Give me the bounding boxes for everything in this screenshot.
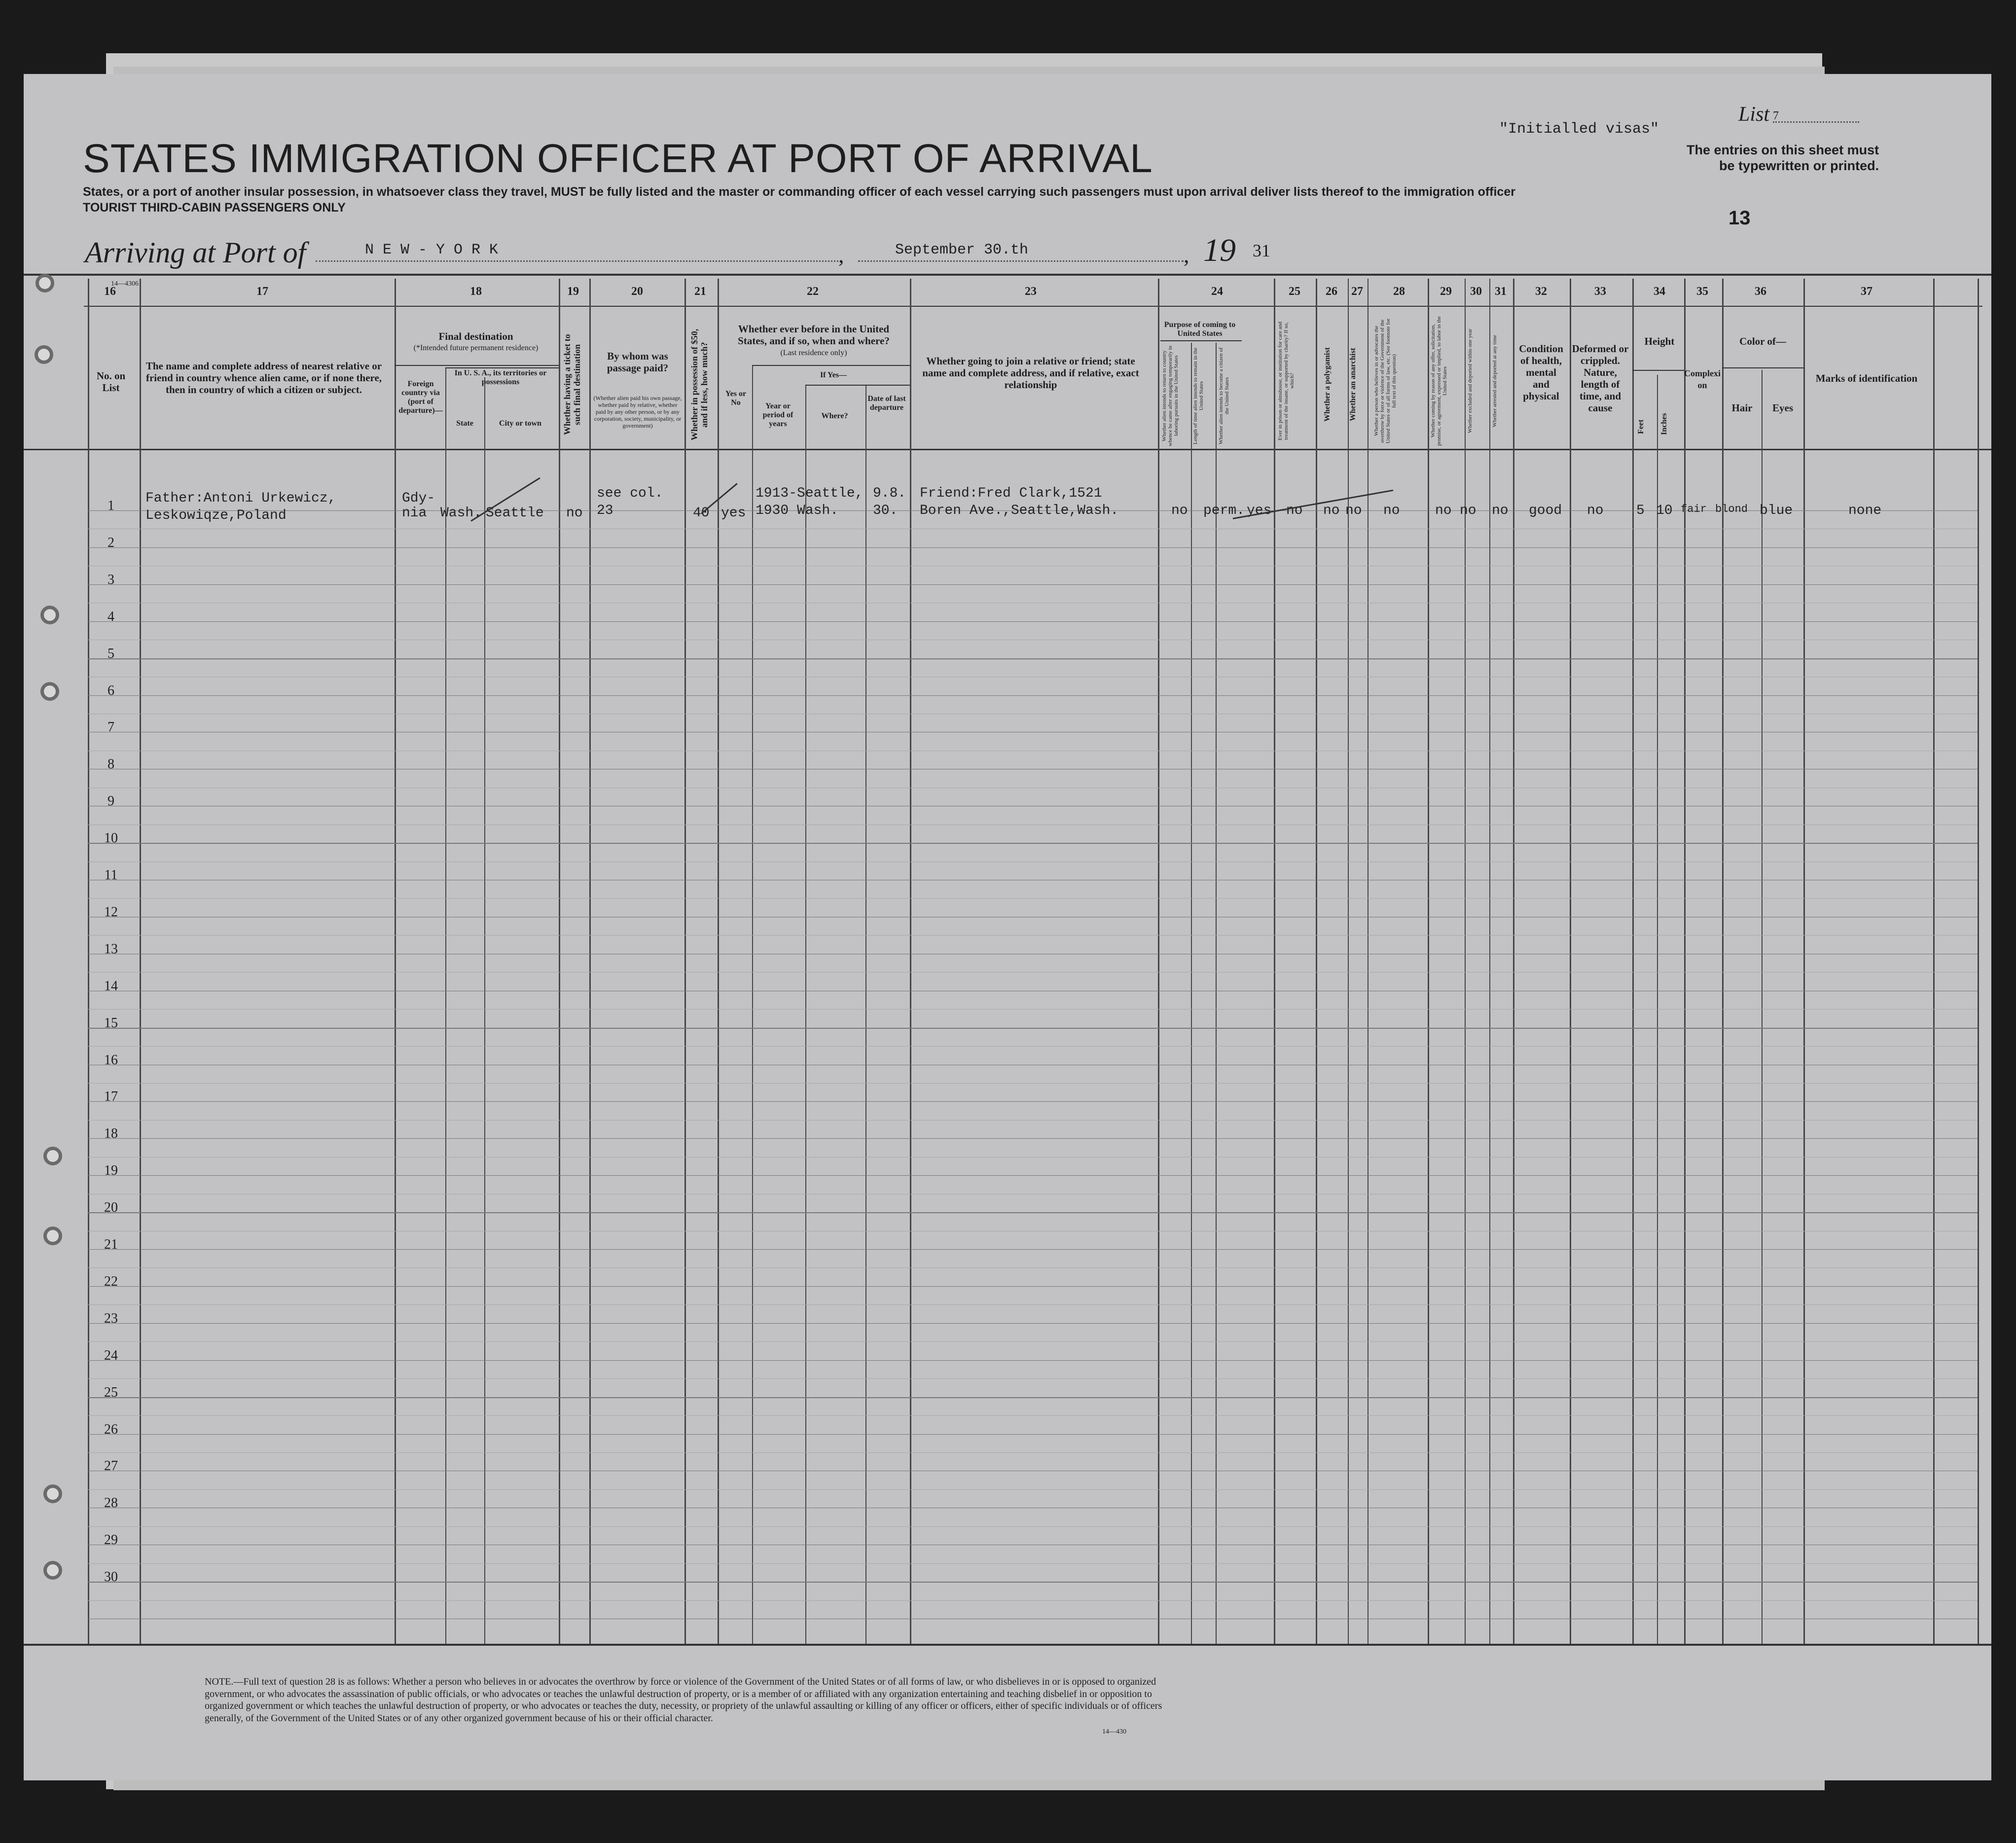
header-anarchist: Whether an anarchist bbox=[1349, 348, 1357, 422]
entry-ever-before: yes bbox=[721, 506, 746, 521]
header-deformed: Deformed or crippled. Nature, length of time, and cause bbox=[1572, 343, 1629, 414]
header-state: State bbox=[456, 419, 473, 428]
row-number: 22 bbox=[104, 1274, 118, 1289]
row-number: 3 bbox=[108, 572, 114, 587]
row-number: 29 bbox=[104, 1532, 118, 1548]
colnum-20: 20 bbox=[631, 285, 643, 298]
row-number: 4 bbox=[108, 609, 114, 624]
row-rule bbox=[88, 621, 1978, 622]
row-rule bbox=[88, 1397, 1978, 1398]
colnum-24: 24 bbox=[1211, 285, 1223, 298]
row-rule bbox=[88, 695, 1978, 696]
entry-join-line1: Friend:Fred Clark,1521 bbox=[920, 486, 1102, 501]
colnum-30: 30 bbox=[1470, 285, 1482, 298]
row-number: 16 bbox=[104, 1052, 118, 1068]
row-number: 7 bbox=[108, 720, 114, 735]
row-midline bbox=[88, 898, 1978, 899]
row-midline bbox=[88, 1083, 1978, 1084]
header-money: Whether in possession of $50, and if less, how much? bbox=[689, 328, 709, 441]
binder-ring-icon bbox=[40, 682, 59, 701]
colnum-33: 33 bbox=[1594, 285, 1606, 298]
header-inches: Inches bbox=[1660, 413, 1668, 435]
column-rule bbox=[1274, 279, 1275, 1644]
row-rule bbox=[88, 1175, 1978, 1176]
row-midline bbox=[88, 1341, 1978, 1342]
column-rule bbox=[684, 279, 686, 1644]
entry-complexion: fair bbox=[1681, 503, 1707, 515]
initialled-visas-stamp: "Initialled visas" bbox=[1499, 121, 1659, 138]
colnum-21: 21 bbox=[694, 285, 706, 298]
entry-departure-line1: 9.8. bbox=[873, 486, 906, 501]
header-feet: Feet bbox=[1637, 419, 1645, 434]
row-number: 2 bbox=[108, 535, 114, 550]
arriving-label: Arriving at Port of bbox=[85, 236, 306, 269]
row-midline bbox=[88, 1489, 1978, 1490]
binder-ring-icon bbox=[35, 345, 53, 364]
row-rule bbox=[88, 1434, 1978, 1435]
entry-return: no bbox=[1171, 503, 1188, 518]
row-rule bbox=[88, 658, 1978, 659]
row-number: 14 bbox=[104, 978, 118, 994]
subheader-rule bbox=[445, 367, 559, 368]
row-number: 21 bbox=[104, 1237, 118, 1252]
column-rule bbox=[88, 279, 89, 1644]
subheader-rule bbox=[1722, 367, 1803, 368]
header-prison: Ever in prison or almshouse, or institution for care and treatment of the insane, or supported by charity? If so, which? bbox=[1277, 322, 1295, 440]
header-overthrow: Whether a person who believes in or advocates the overthrow by force or violence of the Government of the United States or of all forms of law, etc. (See footnote for full text of this question) bbox=[1373, 318, 1397, 444]
port-of-arrival: N E W - Y O R K bbox=[365, 242, 499, 258]
entry-labor-offer: no bbox=[1435, 503, 1452, 518]
header-purpose-return: Whether alien intends to return to country whence he came after engaging temporarily in laboring pursuits in the United States bbox=[1161, 345, 1179, 446]
rule-line-1: States, or a port of another insular possession, in whatsoever class they travel, MUST be fully listed and the master or commanding officer of each vessel carrying such passengers must upon arrival deliver lists thereof to the immigration officer bbox=[83, 185, 1515, 199]
row-number: 25 bbox=[104, 1385, 118, 1400]
header-bottom-rule bbox=[24, 449, 1991, 450]
column-rule bbox=[1684, 279, 1686, 1644]
row-number: 8 bbox=[108, 757, 114, 772]
header-height: Height bbox=[1644, 335, 1675, 347]
subheader-rule bbox=[395, 365, 559, 366]
port-underline bbox=[316, 260, 838, 262]
column-rule bbox=[484, 377, 485, 1644]
entry-ticket: no bbox=[566, 506, 583, 521]
rule-line-2: TOURIST THIRD-CABIN PASSENGERS ONLY bbox=[83, 201, 346, 215]
entry-arrested: no bbox=[1492, 503, 1509, 518]
header-excluded: Whether excluded and deported within one year bbox=[1467, 328, 1473, 434]
entry-city: Seattle bbox=[486, 506, 544, 521]
row-midline bbox=[88, 1378, 1978, 1379]
column-rule bbox=[1978, 279, 1979, 1644]
entry-deformed: no bbox=[1587, 503, 1604, 518]
header-hair: Hair bbox=[1731, 402, 1753, 414]
entry-excluded: no bbox=[1460, 503, 1476, 518]
row-number: 1 bbox=[108, 498, 114, 513]
column-rule bbox=[718, 279, 719, 1644]
colnum-36: 36 bbox=[1755, 285, 1766, 298]
column-rule bbox=[1513, 279, 1514, 1644]
binder-ring-icon bbox=[43, 1561, 62, 1580]
entry-length: perm. bbox=[1203, 503, 1245, 518]
entry-relative-line2: Leskowiqze,Poland bbox=[145, 508, 287, 523]
comma: , bbox=[838, 242, 844, 267]
entry-years-line2: 1930 Wash. bbox=[756, 503, 839, 518]
year-suffix: 31 bbox=[1253, 241, 1270, 260]
row-rule bbox=[88, 1286, 1978, 1287]
header-passage-sub: (Whether alien paid his own passage, whether paid by relative, whether paid by any other person, or by any corporation, society, municipality, or government) bbox=[593, 395, 682, 429]
colnum-22: 22 bbox=[807, 285, 819, 298]
column-rule bbox=[910, 279, 911, 1644]
row-rule bbox=[88, 1101, 1978, 1102]
header-passage: By whom was passage paid? bbox=[607, 350, 669, 374]
entry-hair: blond bbox=[1715, 503, 1748, 515]
row-rule bbox=[88, 1138, 1978, 1139]
header-ever-before: Whether ever before in the United States, and if so, when and where? bbox=[738, 323, 890, 347]
entry-passage-line2: 23 bbox=[597, 503, 613, 518]
column-rule bbox=[559, 279, 560, 1644]
row-midline bbox=[88, 1452, 1978, 1453]
sheet-number: 13 bbox=[1728, 207, 1751, 229]
header-ticket: Whether having a ticket to such final destination bbox=[562, 334, 582, 435]
entry-relative-line1: Father:Antoni Urkewicz, bbox=[145, 491, 336, 506]
header-foreign-port: Foreign country via (port of departure)— bbox=[398, 380, 443, 415]
column-rule bbox=[865, 385, 866, 1644]
comma-2: , bbox=[1184, 242, 1189, 267]
header-eyes: Eyes bbox=[1772, 402, 1793, 414]
subheader-rule bbox=[1632, 370, 1684, 371]
row-number: 24 bbox=[104, 1348, 118, 1363]
header-year: Year or period of years bbox=[762, 402, 793, 428]
entry-eyes: blue bbox=[1760, 503, 1793, 518]
list-label: List bbox=[1738, 103, 1770, 126]
entry-marks: none bbox=[1848, 503, 1882, 518]
colnum-29: 29 bbox=[1440, 285, 1452, 298]
entry-state: Wash. bbox=[440, 506, 482, 521]
header-final-destination: Final destination bbox=[438, 330, 513, 342]
list-number: 7 bbox=[1773, 109, 1779, 122]
row-number: 20 bbox=[104, 1200, 118, 1215]
page-title: STATES IMMIGRATION OFFICER AT PORT OF ARRIVAL bbox=[83, 136, 1153, 181]
row-midline bbox=[88, 1563, 1978, 1564]
entry-foreign-port-line1: Gdy- bbox=[402, 491, 435, 506]
footnote-question-28: NOTE.—Full text of question 28 is as follows: Whether a person who believes in or advocates the overthrow by force or violence of the Government of the United States or of all forms of law, or who disbelieves in or is opposed to organized government, or who advocates the assassination of public officials, or who advocates or teaches the unlawful destruction of property, or is a member of or affiliated with any organization entertaining and teaching disbelief in or opposition to organized government or which teaches the unlawful destruction of property, or who advocates or teaches the duty, necessity, or propriety of the unlawful assaulting or killing of any officer or officers, either of specific individuals or of officers generally, of the Government of the United States or of any other organized government because of his or their official character. bbox=[205, 1676, 1162, 1724]
row-rule bbox=[88, 547, 1978, 548]
header-labor-offer: Whether coming by reason of any offer, solicitation, promise, or agreement, expressed or implied, to labor in the United States bbox=[1430, 316, 1448, 446]
header-marks: Marks of identification bbox=[1815, 372, 1918, 384]
header-purpose-length: Length of time alien intends to remain in the United States bbox=[1192, 347, 1204, 444]
header-polygamist: Whether a polygamist bbox=[1323, 347, 1332, 422]
header-date-departure: Date of last departure bbox=[867, 395, 906, 412]
row-midline bbox=[88, 1304, 1978, 1305]
binder-ring-icon bbox=[40, 606, 59, 624]
binder-ring-icon bbox=[43, 1484, 62, 1503]
row-number: 6 bbox=[108, 683, 114, 698]
header-arrested: Whether arrested and deported at any time bbox=[1492, 335, 1498, 427]
row-midline bbox=[88, 1415, 1978, 1416]
row-number: 13 bbox=[104, 941, 118, 957]
colnum-35: 35 bbox=[1696, 285, 1708, 298]
column-rule bbox=[1632, 279, 1634, 1644]
entry-departure-line2: 30. bbox=[873, 503, 898, 518]
colnum-25: 25 bbox=[1289, 285, 1300, 298]
binder-ring-icon bbox=[43, 1227, 62, 1245]
row-number: 26 bbox=[104, 1422, 118, 1437]
entry-money: 40 bbox=[693, 506, 710, 521]
entry-inches: 10 bbox=[1656, 503, 1673, 518]
entry-anarchist: no bbox=[1345, 503, 1362, 518]
entry-join-line2: Boren Ave.,Seattle,Wash. bbox=[920, 503, 1119, 518]
header-health: Condition of health, mental and physical bbox=[1519, 343, 1563, 402]
entry-passage-line1: see col. bbox=[597, 486, 663, 501]
colnum-19: 19 bbox=[567, 285, 579, 298]
entry-foreign-port-line2: nia bbox=[402, 506, 427, 521]
column-rule bbox=[1465, 279, 1466, 1644]
column-rule bbox=[1933, 279, 1935, 1644]
arrival-date: September 30.th bbox=[895, 242, 1029, 258]
entry-citizen: yes bbox=[1247, 503, 1272, 518]
row-number: 19 bbox=[104, 1163, 118, 1178]
header-city: City or town bbox=[499, 419, 541, 428]
date-underline bbox=[858, 260, 1184, 262]
row-number: 27 bbox=[104, 1458, 118, 1474]
row-midline bbox=[88, 1267, 1978, 1268]
colnum-rule bbox=[84, 306, 1982, 307]
header-final-destination-sub: (*Intended future permanent residence) bbox=[413, 344, 539, 352]
column-rule bbox=[1570, 279, 1571, 1644]
header-join-relative: Whether going to join a relative or friend; state name and complete address, and if relative, exact relationship bbox=[922, 355, 1139, 391]
row-number: 10 bbox=[104, 831, 118, 846]
column-rule bbox=[395, 279, 396, 1644]
row-midline bbox=[88, 1009, 1978, 1010]
entry-years-line1: 1913-Seattle, bbox=[756, 486, 864, 501]
entry-feet: 5 bbox=[1636, 503, 1645, 518]
colnum-26: 26 bbox=[1326, 285, 1337, 298]
column-rule bbox=[1348, 279, 1349, 1644]
header-in-usa: In U. S. A., its territories or possessions bbox=[454, 369, 547, 386]
colnum-32: 32 bbox=[1535, 285, 1547, 298]
header-color: Color of— bbox=[1739, 335, 1786, 347]
table-top-rule bbox=[24, 274, 1991, 276]
list-underline bbox=[1773, 121, 1859, 123]
row-midline bbox=[88, 972, 1978, 973]
manifest-sheet bbox=[24, 74, 1991, 1780]
row-rule bbox=[88, 1249, 1978, 1250]
row-number: 28 bbox=[104, 1495, 118, 1511]
header-complexion: Complexion bbox=[1684, 368, 1721, 390]
row-number: 23 bbox=[104, 1311, 118, 1326]
year-prefix: 19 bbox=[1203, 232, 1236, 268]
colnum-16: 16 bbox=[104, 285, 116, 298]
colnum-34: 34 bbox=[1654, 285, 1665, 298]
footnote-form-number: 14—430 bbox=[1102, 1728, 1126, 1735]
form-number: 14—4306 bbox=[111, 280, 139, 288]
column-rule bbox=[1191, 343, 1192, 1644]
column-rule bbox=[1428, 279, 1429, 1644]
entry-prison: no bbox=[1286, 503, 1303, 518]
colnum-28: 28 bbox=[1393, 285, 1405, 298]
colnum-18: 18 bbox=[470, 285, 482, 298]
row-rule bbox=[88, 1212, 1978, 1213]
colnum-27: 27 bbox=[1351, 285, 1363, 298]
column-rule bbox=[1158, 279, 1159, 1644]
subheader-rule bbox=[752, 365, 910, 366]
row-rule bbox=[88, 1028, 1978, 1029]
column-rule bbox=[1489, 279, 1490, 1644]
header-where: Where? bbox=[821, 412, 848, 420]
binder-ring-icon bbox=[36, 274, 54, 292]
row-number: 30 bbox=[104, 1569, 118, 1585]
row-midline bbox=[88, 935, 1978, 936]
row-number: 9 bbox=[108, 794, 114, 809]
column-rule bbox=[140, 279, 141, 1644]
colnum-23: 23 bbox=[1025, 285, 1037, 298]
header-relative: The name and complete address of nearest relative or friend in country whence alien came, or if none there, then in country of which a citizen or subject. bbox=[145, 360, 382, 396]
row-number: 5 bbox=[108, 646, 114, 661]
entries-note: The entries on this sheet must be typewritten or printed. bbox=[1687, 143, 1879, 173]
column-rule bbox=[1316, 279, 1317, 1644]
row-rule bbox=[88, 1582, 1978, 1583]
header-purpose-citizen: Whether alien intends to become a citizen of the United States bbox=[1218, 347, 1230, 444]
subheader-rule bbox=[1160, 340, 1242, 341]
header-yes-no: Yes or No bbox=[725, 390, 747, 407]
colnum-31: 31 bbox=[1495, 285, 1507, 298]
row-midline bbox=[88, 1600, 1978, 1601]
binder-ring-icon bbox=[43, 1147, 62, 1165]
colnum-37: 37 bbox=[1861, 285, 1872, 298]
row-midline bbox=[88, 1046, 1978, 1047]
column-rule bbox=[805, 385, 806, 1644]
row-number: 15 bbox=[104, 1015, 118, 1031]
colnum-17: 17 bbox=[256, 285, 268, 298]
entry-overthrow: no bbox=[1383, 503, 1400, 518]
row-midline bbox=[88, 1526, 1978, 1527]
row-number: 11 bbox=[104, 867, 118, 883]
column-rule bbox=[589, 279, 591, 1644]
header-no-on-list: No. on List bbox=[96, 370, 126, 394]
row-rule bbox=[88, 584, 1978, 585]
header-if-yes: If Yes— bbox=[820, 371, 847, 379]
entry-polygamist: no bbox=[1323, 503, 1340, 518]
header-purpose: Purpose of coming to United States bbox=[1164, 321, 1236, 338]
row-rule bbox=[88, 843, 1978, 844]
row-number: 12 bbox=[104, 904, 118, 920]
subheader-rule bbox=[805, 385, 910, 386]
header-ever-before-sub: (Last residence only) bbox=[780, 349, 847, 357]
row-number: 17 bbox=[104, 1089, 118, 1104]
row-rule bbox=[88, 1360, 1978, 1361]
row-number: 18 bbox=[104, 1126, 118, 1141]
column-rule bbox=[1216, 343, 1217, 1644]
column-rule bbox=[1803, 279, 1805, 1644]
row-rule bbox=[88, 1323, 1978, 1324]
table-bottom-rule bbox=[24, 1644, 1991, 1646]
entry-health: good bbox=[1529, 503, 1562, 518]
column-rule bbox=[1722, 279, 1724, 1644]
